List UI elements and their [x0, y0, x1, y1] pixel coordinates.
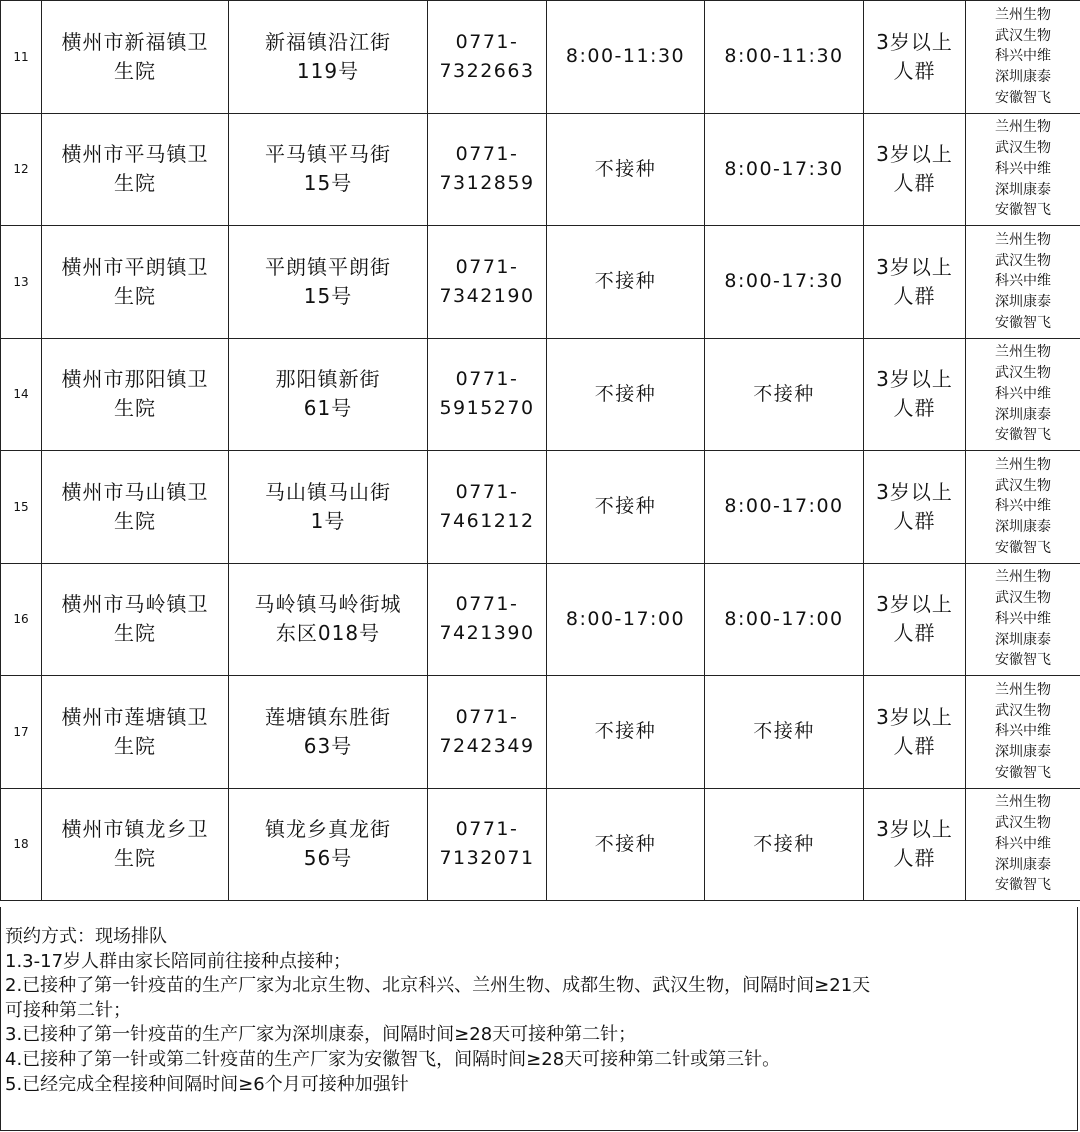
- time-b-cell: [705, 676, 864, 789]
- manufacturer-name: 安徽智飞: [995, 764, 1051, 781]
- target-age-line: 3岁以上: [876, 817, 953, 842]
- clinic-name-line: 横州市镇龙乡卫: [61, 817, 209, 842]
- time-a-cell: [547, 788, 705, 901]
- address-cell: [229, 338, 428, 451]
- manufacturer-name: 兰州生物: [995, 6, 1051, 23]
- phone-line: 7322663: [439, 59, 535, 82]
- manufacturer-name: 武汉生物: [995, 590, 1051, 607]
- time-b-value: 不接种: [753, 720, 815, 743]
- time-a-cell: [547, 563, 705, 676]
- phone-line: 7342190: [439, 284, 535, 307]
- note-line: 1.3-17岁人群由家长陪同前往接种点接种；: [5, 950, 352, 972]
- table-row: [1, 338, 1080, 451]
- target-age-line: 人群: [893, 171, 936, 196]
- clinic-name-line: 生院: [114, 283, 156, 308]
- manufacturers-cell: [966, 676, 1080, 789]
- clinic-name-line: 生院: [114, 846, 156, 871]
- row-number-cell: [1, 1, 42, 114]
- manufacturer-name: 深圳康泰: [995, 181, 1051, 198]
- manufacturer-name: 兰州生物: [995, 119, 1051, 136]
- target-age-line: 3岁以上: [876, 29, 953, 54]
- address-line: 马山镇马山街: [265, 479, 391, 504]
- manufacturer-name: 兰州生物: [995, 569, 1051, 586]
- time-b-cell: [705, 226, 864, 339]
- target-age-line: 3岁以上: [876, 367, 953, 392]
- address-line: 63号: [303, 733, 353, 758]
- target-age-line: 人群: [893, 58, 936, 83]
- phone-line: 0771-: [455, 705, 519, 728]
- phone-line: 0771-: [455, 818, 519, 841]
- note-line: 5.已经完成全程接种间隔时间≥6个月可接种加强针: [5, 1073, 409, 1095]
- phone-line: 0771-: [455, 368, 519, 391]
- manufacturer-name: 武汉生物: [995, 27, 1051, 44]
- row-number: 15: [13, 499, 29, 514]
- manufacturer-name: 兰州生物: [995, 456, 1051, 473]
- row-number-cell: [1, 226, 42, 339]
- notes-section: [0, 907, 1078, 1131]
- target-age-cell: [864, 563, 966, 676]
- manufacturer-name: 深圳康泰: [995, 406, 1051, 423]
- row-number-cell: [1, 676, 42, 789]
- time-b-cell: [705, 788, 864, 901]
- target-age-line: 人群: [893, 733, 936, 758]
- address-line: 平朗镇平朗街: [265, 254, 391, 279]
- address-cell: [229, 226, 428, 339]
- time-a-value: 8:00-11:30: [565, 45, 686, 68]
- time-b-value: 8:00-17:00: [724, 495, 844, 518]
- row-number-cell: [1, 563, 42, 676]
- table-row: [1, 113, 1080, 226]
- time-b-value: 不接种: [753, 382, 815, 405]
- address-cell: [229, 676, 428, 789]
- manufacturers-cell: [966, 1, 1080, 114]
- target-age-cell: [864, 788, 966, 901]
- clinic-name-cell: [42, 226, 229, 339]
- manufacturer-name: 深圳康泰: [995, 519, 1051, 536]
- note-line: 4.已接种了第一针或第二针疫苗的生产厂家为安徽智飞，间隔时间≥28天可接种第二针或第三针。: [5, 1048, 781, 1070]
- target-age-cell: [864, 676, 966, 789]
- table-row: [1, 676, 1080, 789]
- clinic-name-line: 横州市马山镇卫: [61, 479, 209, 504]
- address-cell: [229, 788, 428, 901]
- manufacturers-cell: [966, 563, 1080, 676]
- clinic-name-cell: [42, 563, 229, 676]
- row-number: 16: [13, 612, 29, 627]
- target-age-cell: [864, 451, 966, 564]
- manufacturer-name: 科兴中维: [995, 160, 1051, 177]
- manufacturer-name: 安徽智飞: [995, 427, 1051, 444]
- address-line: 新福镇沿江街: [265, 29, 391, 54]
- time-a-value: 不接种: [594, 382, 657, 405]
- address-line: 15号: [303, 283, 353, 308]
- phone-cell: [428, 563, 547, 676]
- table-row: [1, 1, 1080, 114]
- time-a-cell: [547, 676, 705, 789]
- phone-line: 0771-: [455, 255, 519, 278]
- address-line: 马岭镇马岭街城: [254, 592, 402, 617]
- row-number-cell: [1, 338, 42, 451]
- phone-cell: [428, 451, 547, 564]
- manufacturers-cell: [966, 113, 1080, 226]
- table-body: [1, 1, 1080, 901]
- manufacturer-name: 兰州生物: [995, 794, 1051, 811]
- manufacturer-name: 安徽智飞: [995, 314, 1051, 331]
- phone-cell: [428, 676, 547, 789]
- time-b-cell: [705, 451, 864, 564]
- target-age-cell: [864, 338, 966, 451]
- phone-line: 0771-: [455, 30, 519, 53]
- manufacturer-name: 科兴中维: [995, 273, 1051, 290]
- address-line: 那阳镇新街: [275, 367, 381, 392]
- clinic-name-cell: [42, 788, 229, 901]
- time-a-value: 8:00-17:00: [565, 607, 686, 630]
- clinic-name-line: 横州市莲塘镇卫: [61, 704, 209, 729]
- manufacturer-name: 深圳康泰: [995, 294, 1051, 311]
- table-row: [1, 563, 1080, 676]
- clinic-name-line: 生院: [114, 508, 156, 533]
- target-age-cell: [864, 113, 966, 226]
- time-a-value: 不接种: [594, 495, 657, 518]
- note-line: 2.已接种了第一针疫苗的生产厂家为北京生物、北京科兴、兰州生物、成都生物、武汉生物，间隔时间≥21天: [5, 975, 871, 997]
- phone-line: 0771-: [455, 593, 519, 616]
- manufacturer-name: 兰州生物: [995, 344, 1051, 361]
- address-line: 119号: [296, 58, 360, 83]
- phone-line: 5915270: [439, 397, 535, 420]
- phone-line: 7242349: [439, 734, 535, 757]
- time-b-value: 8:00-11:30: [724, 45, 844, 68]
- manufacturer-name: 深圳康泰: [995, 631, 1051, 648]
- row-number: 11: [13, 49, 29, 64]
- clinic-name-line: 生院: [114, 171, 156, 196]
- address-cell: [229, 1, 428, 114]
- time-b-cell: [705, 563, 864, 676]
- clinic-name-line: 横州市新福镇卫: [61, 29, 209, 54]
- manufacturer-name: 安徽智飞: [995, 877, 1051, 894]
- manufacturer-name: 安徽智飞: [995, 652, 1051, 669]
- phone-line: 7421390: [439, 622, 535, 645]
- address-line: 56号: [303, 846, 353, 871]
- phone-line: 0771-: [455, 143, 519, 166]
- clinic-name-line: 生院: [114, 58, 156, 83]
- note-line: 3.已接种了第一针疫苗的生产厂家为深圳康泰，间隔时间≥28天可接种第二针；: [5, 1024, 637, 1046]
- manufacturer-name: 安徽智飞: [995, 202, 1051, 219]
- manufacturer-name: 兰州生物: [995, 231, 1051, 248]
- manufacturer-name: 科兴中维: [995, 610, 1051, 627]
- phone-cell: [428, 788, 547, 901]
- time-a-value: 不接种: [594, 832, 657, 855]
- row-number: 13: [13, 274, 29, 289]
- manufacturer-name: 深圳康泰: [995, 744, 1051, 761]
- time-a-cell: [547, 113, 705, 226]
- address-line: 1号: [310, 508, 346, 533]
- target-age-line: 人群: [893, 621, 936, 646]
- phone-line: 7132071: [439, 847, 535, 870]
- target-age-line: 3岁以上: [876, 479, 953, 504]
- time-a-cell: [547, 226, 705, 339]
- address-cell: [229, 451, 428, 564]
- clinic-name-line: 生院: [114, 621, 156, 646]
- manufacturer-name: 武汉生物: [995, 252, 1051, 269]
- target-age-line: 人群: [893, 508, 936, 533]
- row-number: 14: [13, 387, 29, 402]
- appointment-method-note: 预约方式：现场排队: [5, 926, 167, 947]
- manufacturer-name: 科兴中维: [995, 385, 1051, 402]
- address-line: 15号: [303, 171, 353, 196]
- clinic-name-line: 横州市那阳镇卫: [61, 367, 209, 392]
- manufacturer-name: 科兴中维: [995, 835, 1051, 852]
- row-number-cell: [1, 788, 42, 901]
- clinic-name-line: 横州市平朗镇卫: [61, 254, 209, 279]
- note-line: 可接种第二针；: [5, 999, 131, 1021]
- target-age-cell: [864, 1, 966, 114]
- clinic-name-cell: [42, 113, 229, 226]
- manufacturer-name: 安徽智飞: [995, 539, 1051, 556]
- phone-cell: [428, 1, 547, 114]
- phone-line: 0771-: [455, 480, 519, 503]
- manufacturers-cell: [966, 788, 1080, 901]
- row-number-cell: [1, 451, 42, 564]
- time-a-value: 不接种: [594, 720, 657, 743]
- phone-cell: [428, 113, 547, 226]
- time-b-value: 不接种: [753, 832, 815, 855]
- target-age-line: 3岁以上: [876, 592, 953, 617]
- manufacturer-name: 深圳康泰: [995, 69, 1051, 86]
- row-number: 18: [13, 837, 29, 852]
- address-line: 61号: [303, 396, 353, 421]
- row-number-cell: [1, 113, 42, 226]
- manufacturer-name: 武汉生物: [995, 365, 1051, 382]
- manufacturer-name: 科兴中维: [995, 48, 1051, 65]
- table-row: [1, 451, 1080, 564]
- time-a-cell: [547, 451, 705, 564]
- manufacturer-name: 武汉生物: [995, 702, 1051, 719]
- table-row: [1, 226, 1080, 339]
- time-b-cell: [705, 113, 864, 226]
- address-cell: [229, 563, 428, 676]
- manufacturer-name: 深圳康泰: [995, 856, 1051, 873]
- address-line: 莲塘镇东胜街: [265, 704, 391, 729]
- phone-cell: [428, 338, 547, 451]
- manufacturer-name: 科兴中维: [995, 498, 1051, 515]
- clinic-name-line: 生院: [114, 733, 156, 758]
- time-a-value: 不接种: [594, 270, 657, 293]
- manufacturer-name: 安徽智飞: [995, 89, 1051, 106]
- clinic-name-cell: [42, 338, 229, 451]
- target-age-line: 3岁以上: [876, 254, 953, 279]
- target-age-cell: [864, 226, 966, 339]
- clinic-name-line: 横州市平马镇卫: [61, 142, 209, 167]
- time-a-value: 不接种: [594, 157, 657, 180]
- manufacturer-name: 兰州生物: [995, 681, 1051, 698]
- phone-line: 7312859: [439, 172, 535, 195]
- manufacturer-name: 武汉生物: [995, 477, 1051, 494]
- time-b-cell: [705, 1, 864, 114]
- target-age-line: 人群: [893, 846, 936, 871]
- time-b-cell: [705, 338, 864, 451]
- manufacturers-cell: [966, 451, 1080, 564]
- manufacturer-name: 科兴中维: [995, 723, 1051, 740]
- target-age-line: 3岁以上: [876, 704, 953, 729]
- time-a-cell: [547, 1, 705, 114]
- address-cell: [229, 113, 428, 226]
- manufacturer-name: 武汉生物: [995, 140, 1051, 157]
- phone-line: 7461212: [439, 509, 535, 532]
- time-b-value: 8:00-17:30: [724, 157, 844, 180]
- address-line: 镇龙乡真龙街: [265, 817, 391, 842]
- row-number: 17: [13, 724, 29, 739]
- target-age-line: 3岁以上: [876, 142, 953, 167]
- phone-cell: [428, 226, 547, 339]
- clinic-name-cell: [42, 1, 229, 114]
- manufacturers-cell: [966, 226, 1080, 339]
- row-number: 12: [13, 162, 29, 177]
- time-b-value: 8:00-17:00: [724, 607, 844, 630]
- address-line: 平马镇平马街: [265, 142, 391, 167]
- clinic-name-line: 生院: [114, 396, 156, 421]
- clinic-name-line: 横州市马岭镇卫: [61, 592, 209, 617]
- clinic-name-cell: [42, 451, 229, 564]
- time-a-cell: [547, 338, 705, 451]
- address-line: 东区018号: [275, 621, 381, 646]
- time-b-value: 8:00-17:30: [724, 270, 844, 293]
- target-age-line: 人群: [893, 283, 936, 308]
- clinic-name-cell: [42, 676, 229, 789]
- manufacturer-name: 武汉生物: [995, 815, 1051, 832]
- manufacturers-cell: [966, 338, 1080, 451]
- target-age-line: 人群: [893, 396, 936, 421]
- table-row: [1, 788, 1080, 901]
